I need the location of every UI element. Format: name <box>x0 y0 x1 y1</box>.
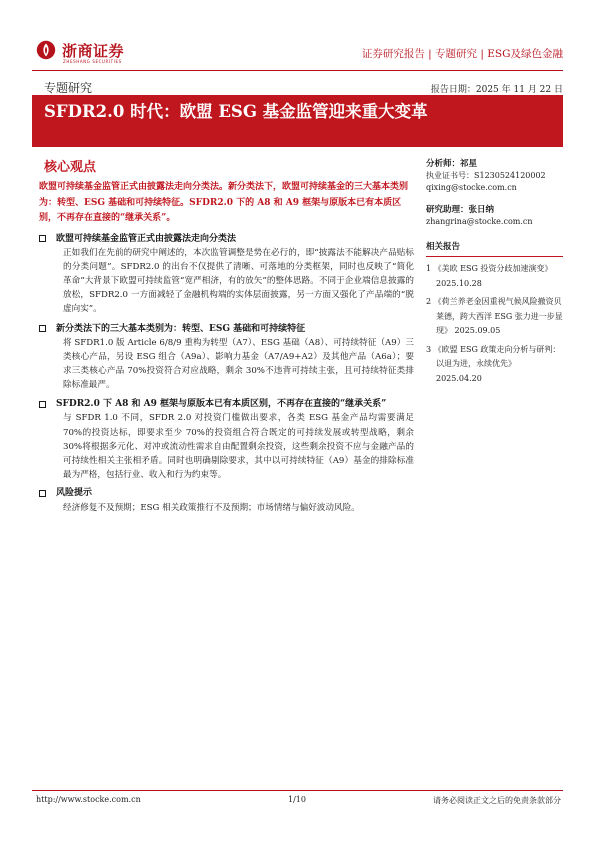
report-type: 专题研究 <box>44 81 93 95</box>
square-bullet-icon <box>39 401 46 408</box>
analyst-name: 分析师：祁星 <box>426 159 478 169</box>
assistant-name: 研究助理：张日纳 <box>426 205 495 215</box>
analyst-email[interactable]: qixing@stocke.com.cn <box>426 183 517 192</box>
bullet-paragraph: 将 SFDR1.0 版 Article 6/8/9 重构为转型（A7）、ESG 基础（A8）、可持续特征（A9）三类核心产品，另设 ESG 组合（A9a）、影响力基金（A7/A9+A2）及其他产品（A6a）；要求三类核心产品 70%投资符合对应战略，剩余 30%不违背可持续主张，且可持续特征类排除标准最严。 <box>63 337 414 391</box>
brand-name-en: ZHESHANG SECURITIES <box>63 59 122 64</box>
related-report-item[interactable]: 1 《美欧 ESG 投资分歧加速演变》 2025.10.28 <box>426 264 553 288</box>
brand-logo-icon <box>36 40 56 60</box>
footer-divider <box>32 790 563 791</box>
related-reports-heading: 相关报告 <box>426 240 563 257</box>
section-heading: 核心观点 <box>44 160 97 175</box>
report-title: SFDR2.0 时代：欧盟 ESG 基金监管迎来重大变革 <box>44 102 428 121</box>
bullet-heading <box>39 232 414 246</box>
bullet-paragraph: 正如我们在先前的研究中阐述的，本次监管调整是势在必行的，即“披露法不能解决产品贴标的分类问题”。SFDR2.0 的出台不仅提供了清晰、可落地的分类框架，同时也反映了“简化革命”大背景下欧盟可持续监管“宽严相济，有的放矢”的整体思路。不同于企业端信息披露的放松，SFDR2.0 一方面减轻了金融机构端的实体层面披露，另一方面又强化了产品端的“脱虚向实”。 <box>63 247 414 315</box>
report-header <box>32 36 563 68</box>
bullet-title: SFDR2.0 下 A8 和 A9 框架与原版本已有本质区别，不再存在直接的“继承关系” <box>56 399 387 410</box>
brand-name: 浙商证券 <box>62 42 125 60</box>
related-reports-list <box>426 262 563 386</box>
bullet-title: 欧盟可持续基金监管正式由披露法走向分类法 <box>56 233 237 244</box>
bullet-heading <box>39 397 414 411</box>
lead-summary: 欧盟可持续基金监管正式由披露法走向分类法。新分类法下，欧盟可持续基金的三大基本类别为：转型、ESG 基础和可持续特征。SFDR2.0 下的 A8 和 A9 框架与原版本已有本质区别，不再存在直接的“继承关系”。 <box>39 182 409 223</box>
footer-disclaimer: 请务必阅读正文之后的免责条款部分 <box>433 796 561 805</box>
risk-title: 风险提示 <box>56 488 93 499</box>
analyst-certificate: 执业证书号：S1230524120002 <box>426 171 546 180</box>
page-number: 1/10 <box>288 795 306 804</box>
report-category: 证券研究报告 | 专题研究 | ESG及绿色金融 <box>361 48 563 60</box>
risk-paragraph: 经济修复不及预期；ESG 相关政策推行不及预期；市场情绪与偏好波动风险。 <box>63 503 360 514</box>
footer-website-link[interactable]: http://www.stocke.com.cn <box>36 795 141 804</box>
square-bullet-icon <box>39 490 46 497</box>
assistant-email[interactable]: zhangrina@stocke.com.cn <box>426 217 533 226</box>
title-banner <box>32 95 563 147</box>
square-bullet-icon <box>39 235 46 242</box>
risk-heading <box>39 486 414 500</box>
square-bullet-icon <box>39 325 46 332</box>
related-report-item[interactable]: 3 《欧盟 ESG 政策走向分析与研判：以退为进，永续优先》 2025.04.20 <box>426 344 561 383</box>
bullet-heading <box>39 322 414 336</box>
bullet-paragraph: 与 SFDR 1.0 不同，SFDR 2.0 对投资门槛做出要求，各类 ESG 基金产品均需要满足 70%的投资达标，即要求至少 70%的投资组合符合既定的可持续发展或转型战略，剩余 30%将根据多元化、对冲或流动性需求自由配置剩余投资，这些剩余投资不应与金融产品的可持续性相关主张相矛盾。同时也明确剔除要求，其中以可持续特征（A9）基金的排除标准最为严格，包括行业、收入和行为约束等。 <box>63 413 414 481</box>
core-views <box>39 180 414 516</box>
sidebar <box>426 158 563 390</box>
header-divider <box>32 70 563 71</box>
related-report-item[interactable]: 2 《荷兰养老金因重视气候风险撤资贝莱德，跨大西洋 ESG 张力进一步显现》 2025.09.05 <box>426 297 563 335</box>
report-date: 报告日期：2025 年 11 月 22 日 <box>430 85 563 95</box>
bullet-title: 新分类法下的三大基本类别为：转型、ESG 基础和可持续特征 <box>56 323 306 334</box>
